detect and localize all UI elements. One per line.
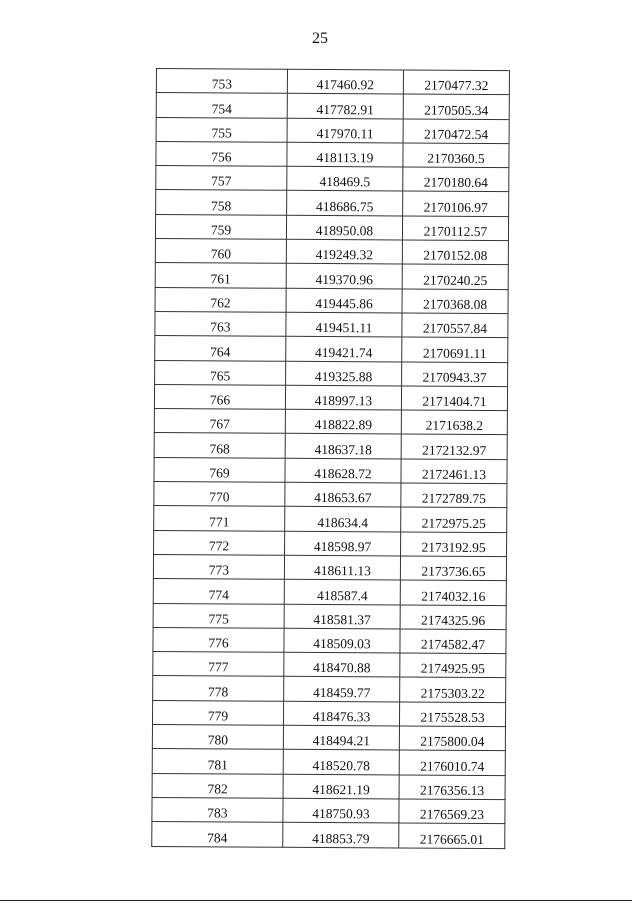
x-coordinate-cell: 418587.4 [284,580,400,605]
table-row [153,652,506,678]
x-coordinate-cell: 418822.89 [285,409,401,434]
table-row [153,627,506,653]
y-coordinate-cell: 2172975.25 [401,507,507,532]
y-coordinate-cell: 2174925.95 [400,653,506,678]
coordinates-table [151,68,510,849]
point-number-cell: 766 [154,384,285,409]
x-coordinate-cell: 418598.97 [285,531,401,556]
point-number-cell: 774 [153,579,284,604]
x-coordinate-cell: 418494.21 [283,725,399,750]
x-coordinate-cell: 418634.4 [285,507,401,532]
y-coordinate-cell: 2172789.75 [401,483,507,508]
y-coordinate-cell: 2170505.34 [403,94,509,119]
table-row [153,676,506,702]
table-row [155,239,508,265]
point-number-cell: 767 [154,409,285,434]
point-number-cell: 757 [156,166,287,191]
x-coordinate-cell: 418621.19 [283,774,399,799]
x-coordinate-cell: 418611.13 [284,555,400,580]
y-coordinate-cell: 2170360.5 [403,143,509,168]
x-coordinate-cell: 418653.67 [285,482,401,507]
table-row [154,409,507,435]
table-row [156,166,509,192]
table-row [152,700,505,726]
point-number-cell: 753 [156,69,287,94]
y-coordinate-cell: 2171638.2 [401,410,507,435]
table-row [152,822,505,848]
table-row [156,93,509,119]
table-row [155,263,508,289]
x-coordinate-cell: 417970.11 [287,118,403,143]
y-coordinate-cell: 2171404.71 [401,386,507,411]
x-coordinate-cell: 418853.79 [283,822,399,847]
table-row [154,530,507,556]
point-number-cell: 756 [156,141,287,166]
x-coordinate-cell: 418520.78 [283,750,399,775]
table-row [154,482,507,508]
y-coordinate-cell: 2170106.97 [403,191,509,216]
table-row [152,749,505,775]
table-row [152,725,505,751]
y-coordinate-cell: 2170112.57 [402,216,508,241]
point-number-cell: 771 [154,506,285,531]
table-row [155,287,508,313]
x-coordinate-cell: 417782.91 [287,94,403,119]
y-coordinate-cell: 2172461.13 [401,459,507,484]
y-coordinate-cell: 2170557.84 [402,313,508,338]
y-coordinate-cell: 2173192.95 [401,532,507,557]
point-number-cell: 759 [155,214,286,239]
x-coordinate-cell: 418469.5 [287,166,403,191]
table-row [155,214,508,240]
point-number-cell: 773 [153,554,284,579]
table-row [155,336,508,362]
y-coordinate-cell: 2174325.96 [400,605,506,630]
table-row [156,69,509,95]
point-number-cell: 755 [156,117,287,142]
table-row [154,457,507,483]
table-row [152,773,505,799]
point-number-cell: 761 [155,263,286,288]
y-coordinate-cell: 2174032.16 [400,580,506,605]
point-number-cell: 781 [152,749,283,774]
point-number-cell: 760 [155,239,286,264]
point-number-cell: 777 [153,652,284,677]
x-coordinate-cell: 418113.19 [287,142,403,167]
x-coordinate-cell: 418476.33 [283,701,399,726]
x-coordinate-cell: 418509.03 [284,628,400,653]
x-coordinate-cell: 418950.08 [286,215,402,240]
y-coordinate-cell: 2176356.13 [399,775,505,800]
point-number-cell: 775 [153,603,284,628]
point-number-cell: 763 [155,311,286,336]
point-number-cell: 780 [152,725,283,750]
x-coordinate-cell: 418581.37 [284,604,400,629]
y-coordinate-cell: 2170368.08 [402,289,508,314]
y-coordinate-cell: 2170691.11 [402,337,508,362]
x-coordinate-cell: 419325.88 [286,361,402,386]
table-row [156,117,509,143]
y-coordinate-cell: 2170943.37 [402,362,508,387]
x-coordinate-cell: 418459.77 [284,677,400,702]
point-number-cell: 784 [152,822,283,847]
coordinates-table-body [152,69,510,849]
x-coordinate-cell: 419249.32 [286,239,402,264]
table-row [153,579,506,605]
y-coordinate-cell: 2173736.65 [400,556,506,581]
x-coordinate-cell: 419451.11 [286,312,402,337]
y-coordinate-cell: 2175303.22 [400,677,506,702]
x-coordinate-cell: 418637.18 [285,434,401,459]
point-number-cell: 782 [152,773,283,798]
page-number: 25 [312,30,328,47]
y-coordinate-cell: 2170240.25 [402,264,508,289]
y-coordinate-cell: 2170180.64 [403,167,509,192]
point-number-cell: 778 [153,676,284,701]
point-number-cell: 758 [156,190,287,215]
table-row [155,311,508,337]
x-coordinate-cell: 419445.86 [286,288,402,313]
x-coordinate-cell: 418750.93 [283,798,399,823]
table-row [152,797,505,823]
y-coordinate-cell: 2170152.08 [402,240,508,265]
y-coordinate-cell: 2176569.23 [399,799,505,824]
x-coordinate-cell: 417460.92 [287,69,403,94]
y-coordinate-cell: 2170477.32 [403,70,509,95]
table-row [156,141,509,167]
point-number-cell: 762 [155,287,286,312]
y-coordinate-cell: 2175800.04 [399,726,505,751]
x-coordinate-cell: 419421.74 [286,337,402,362]
table-row [155,360,508,386]
y-coordinate-cell: 2175528.53 [399,702,505,727]
y-coordinate-cell: 2174582.47 [400,629,506,654]
point-number-cell: 770 [154,482,285,507]
point-number-cell: 783 [152,797,283,822]
page-bottom-rule [0,900,632,901]
y-coordinate-cell: 2170472.54 [403,119,509,144]
point-number-cell: 764 [155,336,286,361]
point-number-cell: 768 [154,433,285,458]
point-number-cell: 772 [154,530,285,555]
x-coordinate-cell: 418628.72 [285,458,401,483]
x-coordinate-cell: 419370.96 [286,264,402,289]
table-row [156,190,509,216]
table-row [153,603,506,629]
table-row [154,506,507,532]
table-row [154,384,507,410]
y-coordinate-cell: 2176010.74 [399,750,505,775]
point-number-cell: 779 [152,700,283,725]
point-number-cell: 776 [153,627,284,652]
point-number-cell: 765 [155,360,286,385]
table-row [154,433,507,459]
y-coordinate-cell: 2176665.01 [399,823,505,848]
y-coordinate-cell: 2172132.97 [401,434,507,459]
table-row [153,554,506,580]
x-coordinate-cell: 418997.13 [285,385,401,410]
point-number-cell: 754 [156,93,287,118]
point-number-cell: 769 [154,457,285,482]
x-coordinate-cell: 418686.75 [287,191,403,216]
x-coordinate-cell: 418470.88 [284,652,400,677]
